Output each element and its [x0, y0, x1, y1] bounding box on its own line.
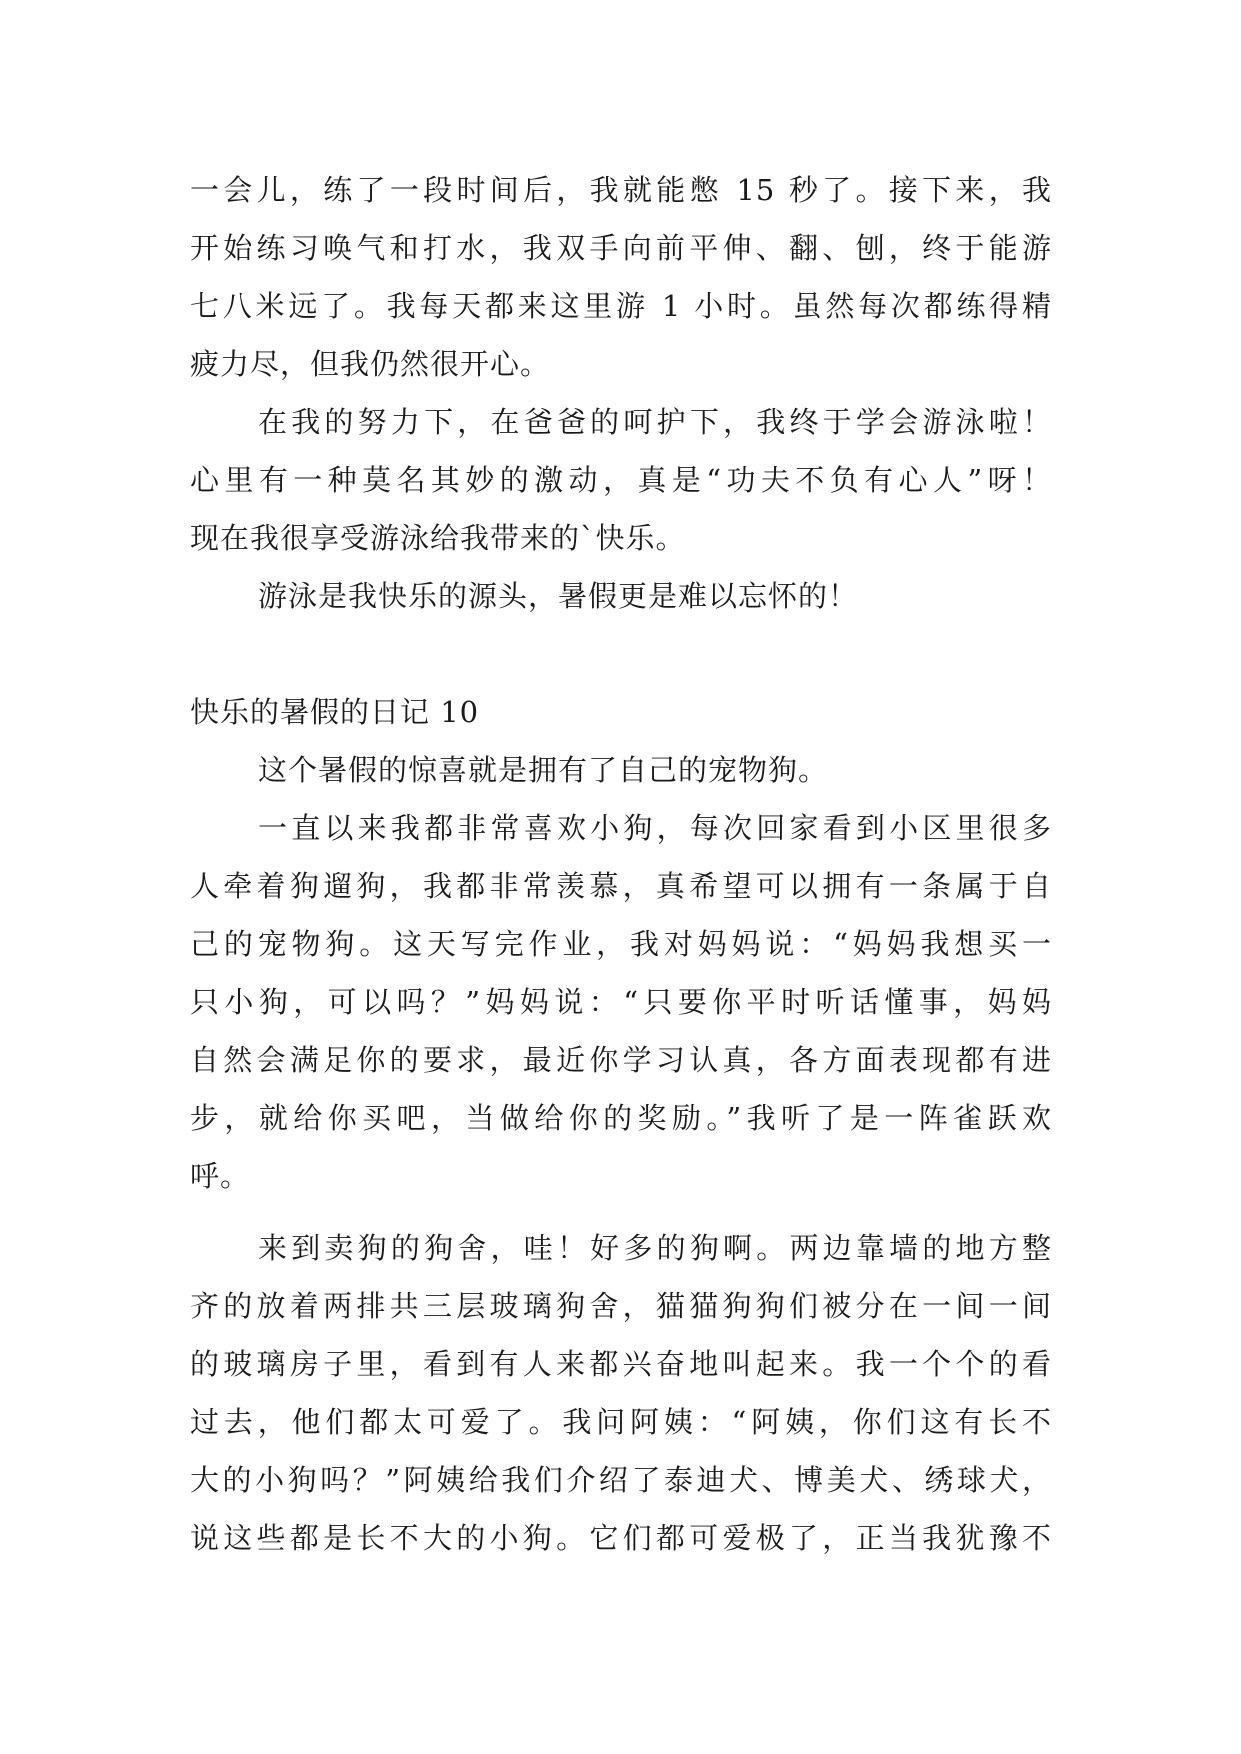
text-line: 七八米远了。我每天都来这里游 1 小时。虽然每次都练得精 — [190, 289, 1052, 323]
text-line: 疲力尽，但我仍然很开心。 — [190, 347, 551, 381]
text-line: 说这些都是长不大的小狗。它们都可爱极了，正当我犹豫不 — [190, 1521, 1052, 1555]
text-line: 呼。 — [190, 1159, 251, 1193]
text-line: 只小狗，可以吗？”妈妈说：“只要你平时听话懂事，妈妈 — [190, 985, 1052, 1019]
text-line: 过去，他们都太可爱了。我问阿姨：“阿姨，你们这有长不 — [190, 1405, 1052, 1439]
text-line: 开始练习唤气和打水，我双手向前平伸、翻、刨，终于能游 — [190, 231, 1052, 265]
text-line: 齐的放着两排共三层玻璃狗舍，猫猫狗狗们被分在一间一间 — [190, 1289, 1052, 1323]
text-line: 一直以来我都非常喜欢小狗，每次回家看到小区里很多 — [258, 811, 1052, 845]
text-line: 自然会满足你的要求，最近你学习认真，各方面表现都有进 — [190, 1043, 1052, 1077]
text-line: 的玻璃房子里，看到有人来都兴奋地叫起来。我一个个的看 — [190, 1347, 1052, 1381]
text-line: 一会儿，练了一段时间后，我就能憋 15 秒了。接下来，我 — [190, 173, 1052, 207]
text-line: 步，就给你买吧，当做给你的奖励。”我听了是一阵雀跃欢 — [190, 1101, 1052, 1135]
text-line: 这个暑假的惊喜就是拥有了自己的宠物狗。 — [258, 753, 829, 787]
text-line: 来到卖狗的狗舍，哇！好多的狗啊。两边靠墙的地方整 — [258, 1231, 1052, 1265]
section-title: 快乐的暑假的日记 10 — [190, 695, 480, 729]
text-line: 大的小狗吗？”阿姨给我们介绍了泰迪犬、博美犬、绣球犬， — [190, 1463, 1052, 1497]
text-line: 游泳是我快乐的源头，暑假更是难以忘怀的！ — [258, 579, 859, 613]
text-line: 己的宠物狗。这天写完作业，我对妈妈说：“妈妈我想买一 — [190, 927, 1052, 961]
text-line: 现在我很享受游泳给我带来的`快乐。 — [190, 521, 686, 555]
text-line: 心里有一种莫名其妙的激动，真是“功夫不负有心人”呀！ — [190, 463, 1052, 497]
text-line: 在我的努力下，在爸爸的呵护下，我终于学会游泳啦！ — [258, 405, 1052, 439]
text-line: 人牵着狗遛狗，我都非常羡慕，真希望可以拥有一条属于自 — [190, 869, 1052, 903]
